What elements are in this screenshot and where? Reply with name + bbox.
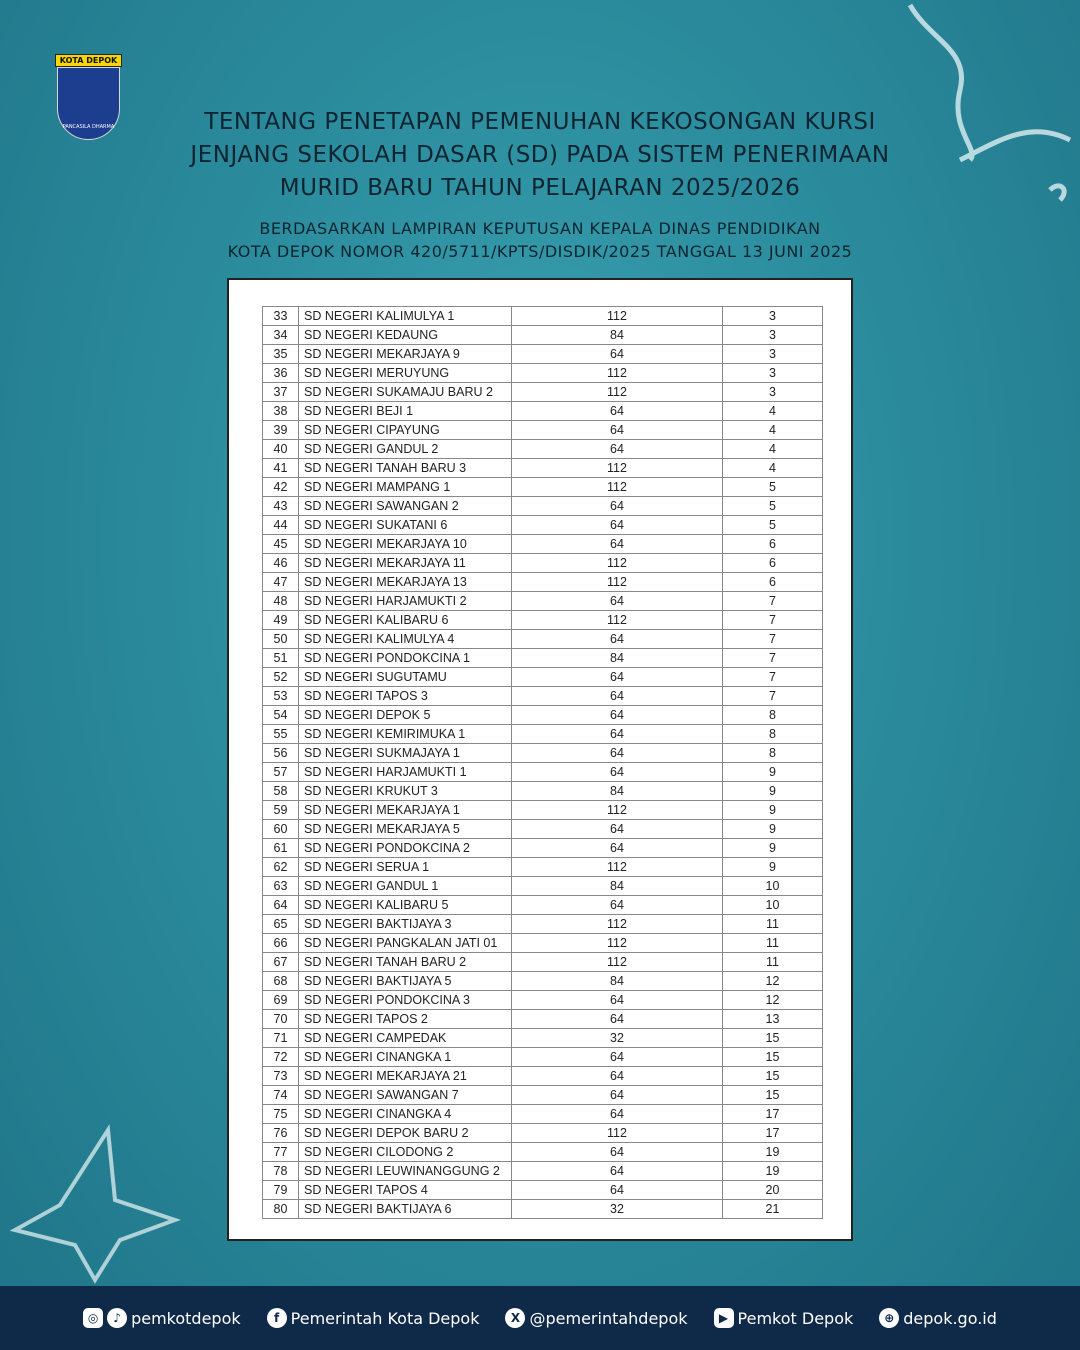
- school-name-cell: SD NEGERI HARJAMUKTI 2: [299, 592, 512, 611]
- table-row: [263, 1143, 823, 1162]
- x-handle: @pemerintahdepok: [529, 1308, 688, 1328]
- table-row: [263, 801, 823, 820]
- table-row: [263, 991, 823, 1010]
- table-row: [263, 573, 823, 592]
- school-table: [262, 306, 823, 1219]
- row-number-cell: 59: [263, 801, 299, 820]
- table-row: [263, 820, 823, 839]
- row-number-cell: 62: [263, 858, 299, 877]
- capacity-cell: 64: [512, 440, 723, 459]
- website-url: depok.go.id: [903, 1308, 997, 1328]
- capacity-cell: 64: [512, 1143, 723, 1162]
- vacancy-cell: 11: [723, 934, 823, 953]
- vacancy-cell: 8: [723, 744, 823, 763]
- vacancy-cell: 9: [723, 801, 823, 820]
- vacancy-cell: 4: [723, 459, 823, 478]
- vacancy-cell: 8: [723, 706, 823, 725]
- capacity-cell: 64: [512, 535, 723, 554]
- school-name-cell: SD NEGERI GANDUL 1: [299, 877, 512, 896]
- school-name-cell: SD NEGERI TANAH BARU 3: [299, 459, 512, 478]
- table-row: [263, 1048, 823, 1067]
- school-name-cell: SD NEGERI PONDOKCINA 2: [299, 839, 512, 858]
- row-number-cell: 79: [263, 1181, 299, 1200]
- capacity-cell: 64: [512, 839, 723, 858]
- capacity-cell: 64: [512, 1105, 723, 1124]
- table-row: [263, 858, 823, 877]
- table-row: [263, 915, 823, 934]
- table-row: [263, 440, 823, 459]
- instagram-handle: pemkotdepok: [131, 1308, 241, 1328]
- school-name-cell: SD NEGERI SUKMAJAYA 1: [299, 744, 512, 763]
- table-row: [263, 421, 823, 440]
- row-number-cell: 43: [263, 497, 299, 516]
- capacity-cell: 64: [512, 592, 723, 611]
- table-row: [263, 1067, 823, 1086]
- vacancy-cell: 6: [723, 573, 823, 592]
- vacancy-cell: 15: [723, 1048, 823, 1067]
- vacancy-cell: 7: [723, 611, 823, 630]
- capacity-cell: 112: [512, 915, 723, 934]
- row-number-cell: 68: [263, 972, 299, 991]
- row-number-cell: 57: [263, 763, 299, 782]
- capacity-cell: 112: [512, 934, 723, 953]
- x-icon: X: [505, 1308, 525, 1328]
- row-number-cell: 55: [263, 725, 299, 744]
- vacancy-cell: 12: [723, 991, 823, 1010]
- school-name-cell: SD NEGERI CIPAYUNG: [299, 421, 512, 440]
- page-title: [150, 106, 930, 205]
- capacity-cell: 32: [512, 1200, 723, 1219]
- vacancy-cell: 12: [723, 972, 823, 991]
- vacancy-cell: 15: [723, 1086, 823, 1105]
- table-row: [263, 478, 823, 497]
- youtube-name: Pemkot Depok: [737, 1308, 854, 1328]
- table-row: [263, 611, 823, 630]
- capacity-cell: 64: [512, 1010, 723, 1029]
- vacancy-cell: 8: [723, 725, 823, 744]
- table-row: [263, 972, 823, 991]
- vacancy-cell: 17: [723, 1105, 823, 1124]
- table-row: [263, 592, 823, 611]
- school-name-cell: SD NEGERI KEMIRIMUKA 1: [299, 725, 512, 744]
- school-name-cell: SD NEGERI MEKARJAYA 21: [299, 1067, 512, 1086]
- vacancy-cell: 9: [723, 858, 823, 877]
- capacity-cell: 64: [512, 402, 723, 421]
- vacancy-cell: 4: [723, 421, 823, 440]
- vacancy-cell: 19: [723, 1143, 823, 1162]
- vacancy-cell: 4: [723, 440, 823, 459]
- footer-facebook[interactable]: [267, 1308, 480, 1328]
- table-row: [263, 402, 823, 421]
- youtube-icon: ▶: [714, 1308, 734, 1328]
- capacity-cell: 64: [512, 896, 723, 915]
- row-number-cell: 66: [263, 934, 299, 953]
- table-row: [263, 763, 823, 782]
- school-name-cell: SD NEGERI DEPOK 5: [299, 706, 512, 725]
- document-sheet: [227, 278, 853, 1241]
- row-number-cell: 64: [263, 896, 299, 915]
- school-name-cell: SD NEGERI KALIMULYA 4: [299, 630, 512, 649]
- vacancy-cell: 20: [723, 1181, 823, 1200]
- capacity-cell: 64: [512, 421, 723, 440]
- vacancy-cell: 3: [723, 326, 823, 345]
- row-number-cell: 52: [263, 668, 299, 687]
- chalk-star-bottom-left: [0, 1120, 200, 1290]
- school-name-cell: SD NEGERI BAKTIJAYA 5: [299, 972, 512, 991]
- globe-icon: ⊕: [879, 1308, 899, 1328]
- row-number-cell: 60: [263, 820, 299, 839]
- school-name-cell: SD NEGERI SUGUTAMU: [299, 668, 512, 687]
- capacity-cell: 64: [512, 687, 723, 706]
- vacancy-cell: 11: [723, 915, 823, 934]
- row-number-cell: 40: [263, 440, 299, 459]
- school-name-cell: SD NEGERI LEUWINANGGUNG 2: [299, 1162, 512, 1181]
- school-name-cell: SD NEGERI HARJAMUKTI 1: [299, 763, 512, 782]
- row-number-cell: 39: [263, 421, 299, 440]
- vacancy-cell: 5: [723, 516, 823, 535]
- row-number-cell: 80: [263, 1200, 299, 1219]
- capacity-cell: 64: [512, 516, 723, 535]
- vacancy-cell: 15: [723, 1029, 823, 1048]
- table-row: [263, 326, 823, 345]
- capacity-cell: 64: [512, 725, 723, 744]
- table-row: [263, 1086, 823, 1105]
- capacity-cell: 84: [512, 972, 723, 991]
- row-number-cell: 61: [263, 839, 299, 858]
- capacity-cell: 64: [512, 497, 723, 516]
- table-row: [263, 1029, 823, 1048]
- row-number-cell: 47: [263, 573, 299, 592]
- table-row: [263, 877, 823, 896]
- logo-motto: PANCASILA DHARMA: [62, 124, 115, 130]
- vacancy-cell: 6: [723, 535, 823, 554]
- capacity-cell: 64: [512, 1181, 723, 1200]
- school-name-cell: SD NEGERI MEKARJAYA 5: [299, 820, 512, 839]
- vacancy-cell: 5: [723, 497, 823, 516]
- capacity-cell: 64: [512, 991, 723, 1010]
- footer-website[interactable]: [879, 1308, 997, 1328]
- school-name-cell: SD NEGERI KALIMULYA 1: [299, 307, 512, 326]
- table-row: [263, 649, 823, 668]
- school-name-cell: SD NEGERI MEKARJAYA 1: [299, 801, 512, 820]
- vacancy-cell: 7: [723, 649, 823, 668]
- school-name-cell: SD NEGERI MEKARJAYA 9: [299, 345, 512, 364]
- table-row: [263, 345, 823, 364]
- capacity-cell: 112: [512, 801, 723, 820]
- footer-youtube[interactable]: [714, 1308, 854, 1328]
- capacity-cell: 64: [512, 345, 723, 364]
- capacity-cell: 112: [512, 953, 723, 972]
- vacancy-cell: 9: [723, 820, 823, 839]
- row-number-cell: 77: [263, 1143, 299, 1162]
- capacity-cell: 84: [512, 782, 723, 801]
- table-row: [263, 497, 823, 516]
- table-row: [263, 459, 823, 478]
- capacity-cell: 64: [512, 706, 723, 725]
- school-name-cell: SD NEGERI PONDOKCINA 3: [299, 991, 512, 1010]
- capacity-cell: 112: [512, 858, 723, 877]
- school-name-cell: SD NEGERI TAPOS 2: [299, 1010, 512, 1029]
- table-row: [263, 383, 823, 402]
- vacancy-cell: 3: [723, 345, 823, 364]
- row-number-cell: 34: [263, 326, 299, 345]
- school-name-cell: SD NEGERI KALIBARU 5: [299, 896, 512, 915]
- vacancy-cell: 6: [723, 554, 823, 573]
- vacancy-cell: 11: [723, 953, 823, 972]
- school-name-cell: SD NEGERI MEKARJAYA 10: [299, 535, 512, 554]
- vacancy-cell: 9: [723, 839, 823, 858]
- capacity-cell: 64: [512, 1162, 723, 1181]
- table-row: [263, 1181, 823, 1200]
- vacancy-cell: 3: [723, 364, 823, 383]
- instagram-icon: ◎: [83, 1308, 103, 1328]
- table-row: [263, 934, 823, 953]
- table-row: [263, 1010, 823, 1029]
- row-number-cell: 78: [263, 1162, 299, 1181]
- table-row: [263, 687, 823, 706]
- row-number-cell: 71: [263, 1029, 299, 1048]
- vacancy-cell: 3: [723, 383, 823, 402]
- school-name-cell: SD NEGERI SUKAMAJU BARU 2: [299, 383, 512, 402]
- subtitle-line-2: KOTA DEPOK NOMOR 420/5711/KPTS/DISDIK/2025 TANGGAL 13 JUNI 2025: [227, 242, 853, 261]
- capacity-cell: 84: [512, 649, 723, 668]
- school-name-cell: SD NEGERI PONDOKCINA 1: [299, 649, 512, 668]
- school-name-cell: SD NEGERI BEJI 1: [299, 402, 512, 421]
- school-name-cell: SD NEGERI TANAH BARU 2: [299, 953, 512, 972]
- row-number-cell: 49: [263, 611, 299, 630]
- table-row: [263, 896, 823, 915]
- kota-depok-logo: [55, 54, 122, 140]
- school-name-cell: SD NEGERI TAPOS 3: [299, 687, 512, 706]
- table-row: [263, 516, 823, 535]
- school-name-cell: SD NEGERI SUKATANI 6: [299, 516, 512, 535]
- row-number-cell: 38: [263, 402, 299, 421]
- school-name-cell: SD NEGERI CINANGKA 1: [299, 1048, 512, 1067]
- title-line-2: JENJANG SEKOLAH DASAR (SD) PADA SISTEM PENERIMAAN: [190, 142, 890, 168]
- vacancy-cell: 7: [723, 592, 823, 611]
- school-name-cell: SD NEGERI SERUA 1: [299, 858, 512, 877]
- school-name-cell: SD NEGERI TAPOS 4: [299, 1181, 512, 1200]
- row-number-cell: 51: [263, 649, 299, 668]
- school-name-cell: SD NEGERI SAWANGAN 2: [299, 497, 512, 516]
- row-number-cell: 35: [263, 345, 299, 364]
- capacity-cell: 112: [512, 383, 723, 402]
- table-row: [263, 744, 823, 763]
- vacancy-cell: 10: [723, 896, 823, 915]
- table-row: [263, 307, 823, 326]
- page-subtitle: [150, 217, 930, 263]
- capacity-cell: 112: [512, 554, 723, 573]
- row-number-cell: 75: [263, 1105, 299, 1124]
- row-number-cell: 48: [263, 592, 299, 611]
- row-number-cell: 63: [263, 877, 299, 896]
- table-row: [263, 839, 823, 858]
- table-row: [263, 1162, 823, 1181]
- school-name-cell: SD NEGERI CILODONG 2: [299, 1143, 512, 1162]
- footer-bar: [0, 1286, 1080, 1350]
- row-number-cell: 37: [263, 383, 299, 402]
- school-name-cell: SD NEGERI MEKARJAYA 11: [299, 554, 512, 573]
- footer-instagram-tiktok[interactable]: [83, 1308, 241, 1328]
- table-row: [263, 782, 823, 801]
- table-row: [263, 630, 823, 649]
- table-row: [263, 535, 823, 554]
- capacity-cell: 64: [512, 1048, 723, 1067]
- facebook-icon: f: [267, 1308, 287, 1328]
- table-row: [263, 364, 823, 383]
- capacity-cell: 112: [512, 611, 723, 630]
- vacancy-cell: 9: [723, 782, 823, 801]
- row-number-cell: 46: [263, 554, 299, 573]
- title-line-1: TENTANG PENETAPAN PEMENUHAN KEKOSONGAN KURSI: [204, 109, 876, 135]
- capacity-cell: 64: [512, 1086, 723, 1105]
- capacity-cell: 64: [512, 820, 723, 839]
- facebook-name: Pemerintah Kota Depok: [290, 1308, 480, 1328]
- capacity-cell: 64: [512, 763, 723, 782]
- capacity-cell: 112: [512, 364, 723, 383]
- school-name-cell: SD NEGERI MERUYUNG: [299, 364, 512, 383]
- school-name-cell: SD NEGERI KEDAUNG: [299, 326, 512, 345]
- school-name-cell: SD NEGERI SAWANGAN 7: [299, 1086, 512, 1105]
- school-name-cell: SD NEGERI CINANGKA 4: [299, 1105, 512, 1124]
- row-number-cell: 56: [263, 744, 299, 763]
- row-number-cell: 70: [263, 1010, 299, 1029]
- capacity-cell: 112: [512, 307, 723, 326]
- logo-shield: [57, 67, 120, 140]
- school-name-cell: SD NEGERI CAMPEDAK: [299, 1029, 512, 1048]
- footer-x[interactable]: [505, 1308, 687, 1328]
- row-number-cell: 33: [263, 307, 299, 326]
- vacancy-cell: 9: [723, 763, 823, 782]
- row-number-cell: 69: [263, 991, 299, 1010]
- vacancy-cell: 10: [723, 877, 823, 896]
- school-name-cell: SD NEGERI BAKTIJAYA 6: [299, 1200, 512, 1219]
- vacancy-cell: 7: [723, 668, 823, 687]
- table-row: [263, 706, 823, 725]
- school-name-cell: SD NEGERI KRUKUT 3: [299, 782, 512, 801]
- capacity-cell: 64: [512, 1067, 723, 1086]
- vacancy-cell: 7: [723, 630, 823, 649]
- table-row: [263, 1105, 823, 1124]
- row-number-cell: 53: [263, 687, 299, 706]
- row-number-cell: 36: [263, 364, 299, 383]
- vacancy-cell: 21: [723, 1200, 823, 1219]
- school-name-cell: SD NEGERI KALIBARU 6: [299, 611, 512, 630]
- row-number-cell: 65: [263, 915, 299, 934]
- row-number-cell: 74: [263, 1086, 299, 1105]
- row-number-cell: 72: [263, 1048, 299, 1067]
- capacity-cell: 32: [512, 1029, 723, 1048]
- row-number-cell: 76: [263, 1124, 299, 1143]
- row-number-cell: 54: [263, 706, 299, 725]
- table-row: [263, 1200, 823, 1219]
- table-row: [263, 554, 823, 573]
- vacancy-cell: 3: [723, 307, 823, 326]
- table-row: [263, 953, 823, 972]
- vacancy-cell: 7: [723, 687, 823, 706]
- table-row: [263, 668, 823, 687]
- row-number-cell: 41: [263, 459, 299, 478]
- capacity-cell: 84: [512, 877, 723, 896]
- table-row: [263, 1124, 823, 1143]
- vacancy-cell: 13: [723, 1010, 823, 1029]
- row-number-cell: 42: [263, 478, 299, 497]
- vacancy-cell: 15: [723, 1067, 823, 1086]
- school-name-cell: SD NEGERI MAMPANG 1: [299, 478, 512, 497]
- vacancy-cell: 4: [723, 402, 823, 421]
- title-line-3: MURID BARU TAHUN PELAJARAN 2025/2026: [279, 175, 801, 201]
- row-number-cell: 50: [263, 630, 299, 649]
- capacity-cell: 112: [512, 459, 723, 478]
- capacity-cell: 112: [512, 573, 723, 592]
- capacity-cell: 64: [512, 630, 723, 649]
- capacity-cell: 64: [512, 668, 723, 687]
- capacity-cell: 112: [512, 478, 723, 497]
- subtitle-line-1: BERDASARKAN LAMPIRAN KEPUTUSAN KEPALA DINAS PENDIDIKAN: [259, 219, 821, 238]
- school-name-cell: SD NEGERI GANDUL 2: [299, 440, 512, 459]
- school-name-cell: SD NEGERI DEPOK BARU 2: [299, 1124, 512, 1143]
- row-number-cell: 67: [263, 953, 299, 972]
- logo-banner: KOTA DEPOK: [55, 54, 122, 67]
- vacancy-cell: 17: [723, 1124, 823, 1143]
- row-number-cell: 45: [263, 535, 299, 554]
- row-number-cell: 73: [263, 1067, 299, 1086]
- capacity-cell: 112: [512, 1124, 723, 1143]
- row-number-cell: 58: [263, 782, 299, 801]
- table-row: [263, 725, 823, 744]
- vacancy-cell: 5: [723, 478, 823, 497]
- school-name-cell: SD NEGERI PANGKALAN JATI 01: [299, 934, 512, 953]
- vacancy-cell: 19: [723, 1162, 823, 1181]
- capacity-cell: 64: [512, 744, 723, 763]
- tiktok-icon: ♪: [107, 1308, 127, 1328]
- school-name-cell: SD NEGERI MEKARJAYA 13: [299, 573, 512, 592]
- capacity-cell: 84: [512, 326, 723, 345]
- row-number-cell: 44: [263, 516, 299, 535]
- school-name-cell: SD NEGERI BAKTIJAYA 3: [299, 915, 512, 934]
